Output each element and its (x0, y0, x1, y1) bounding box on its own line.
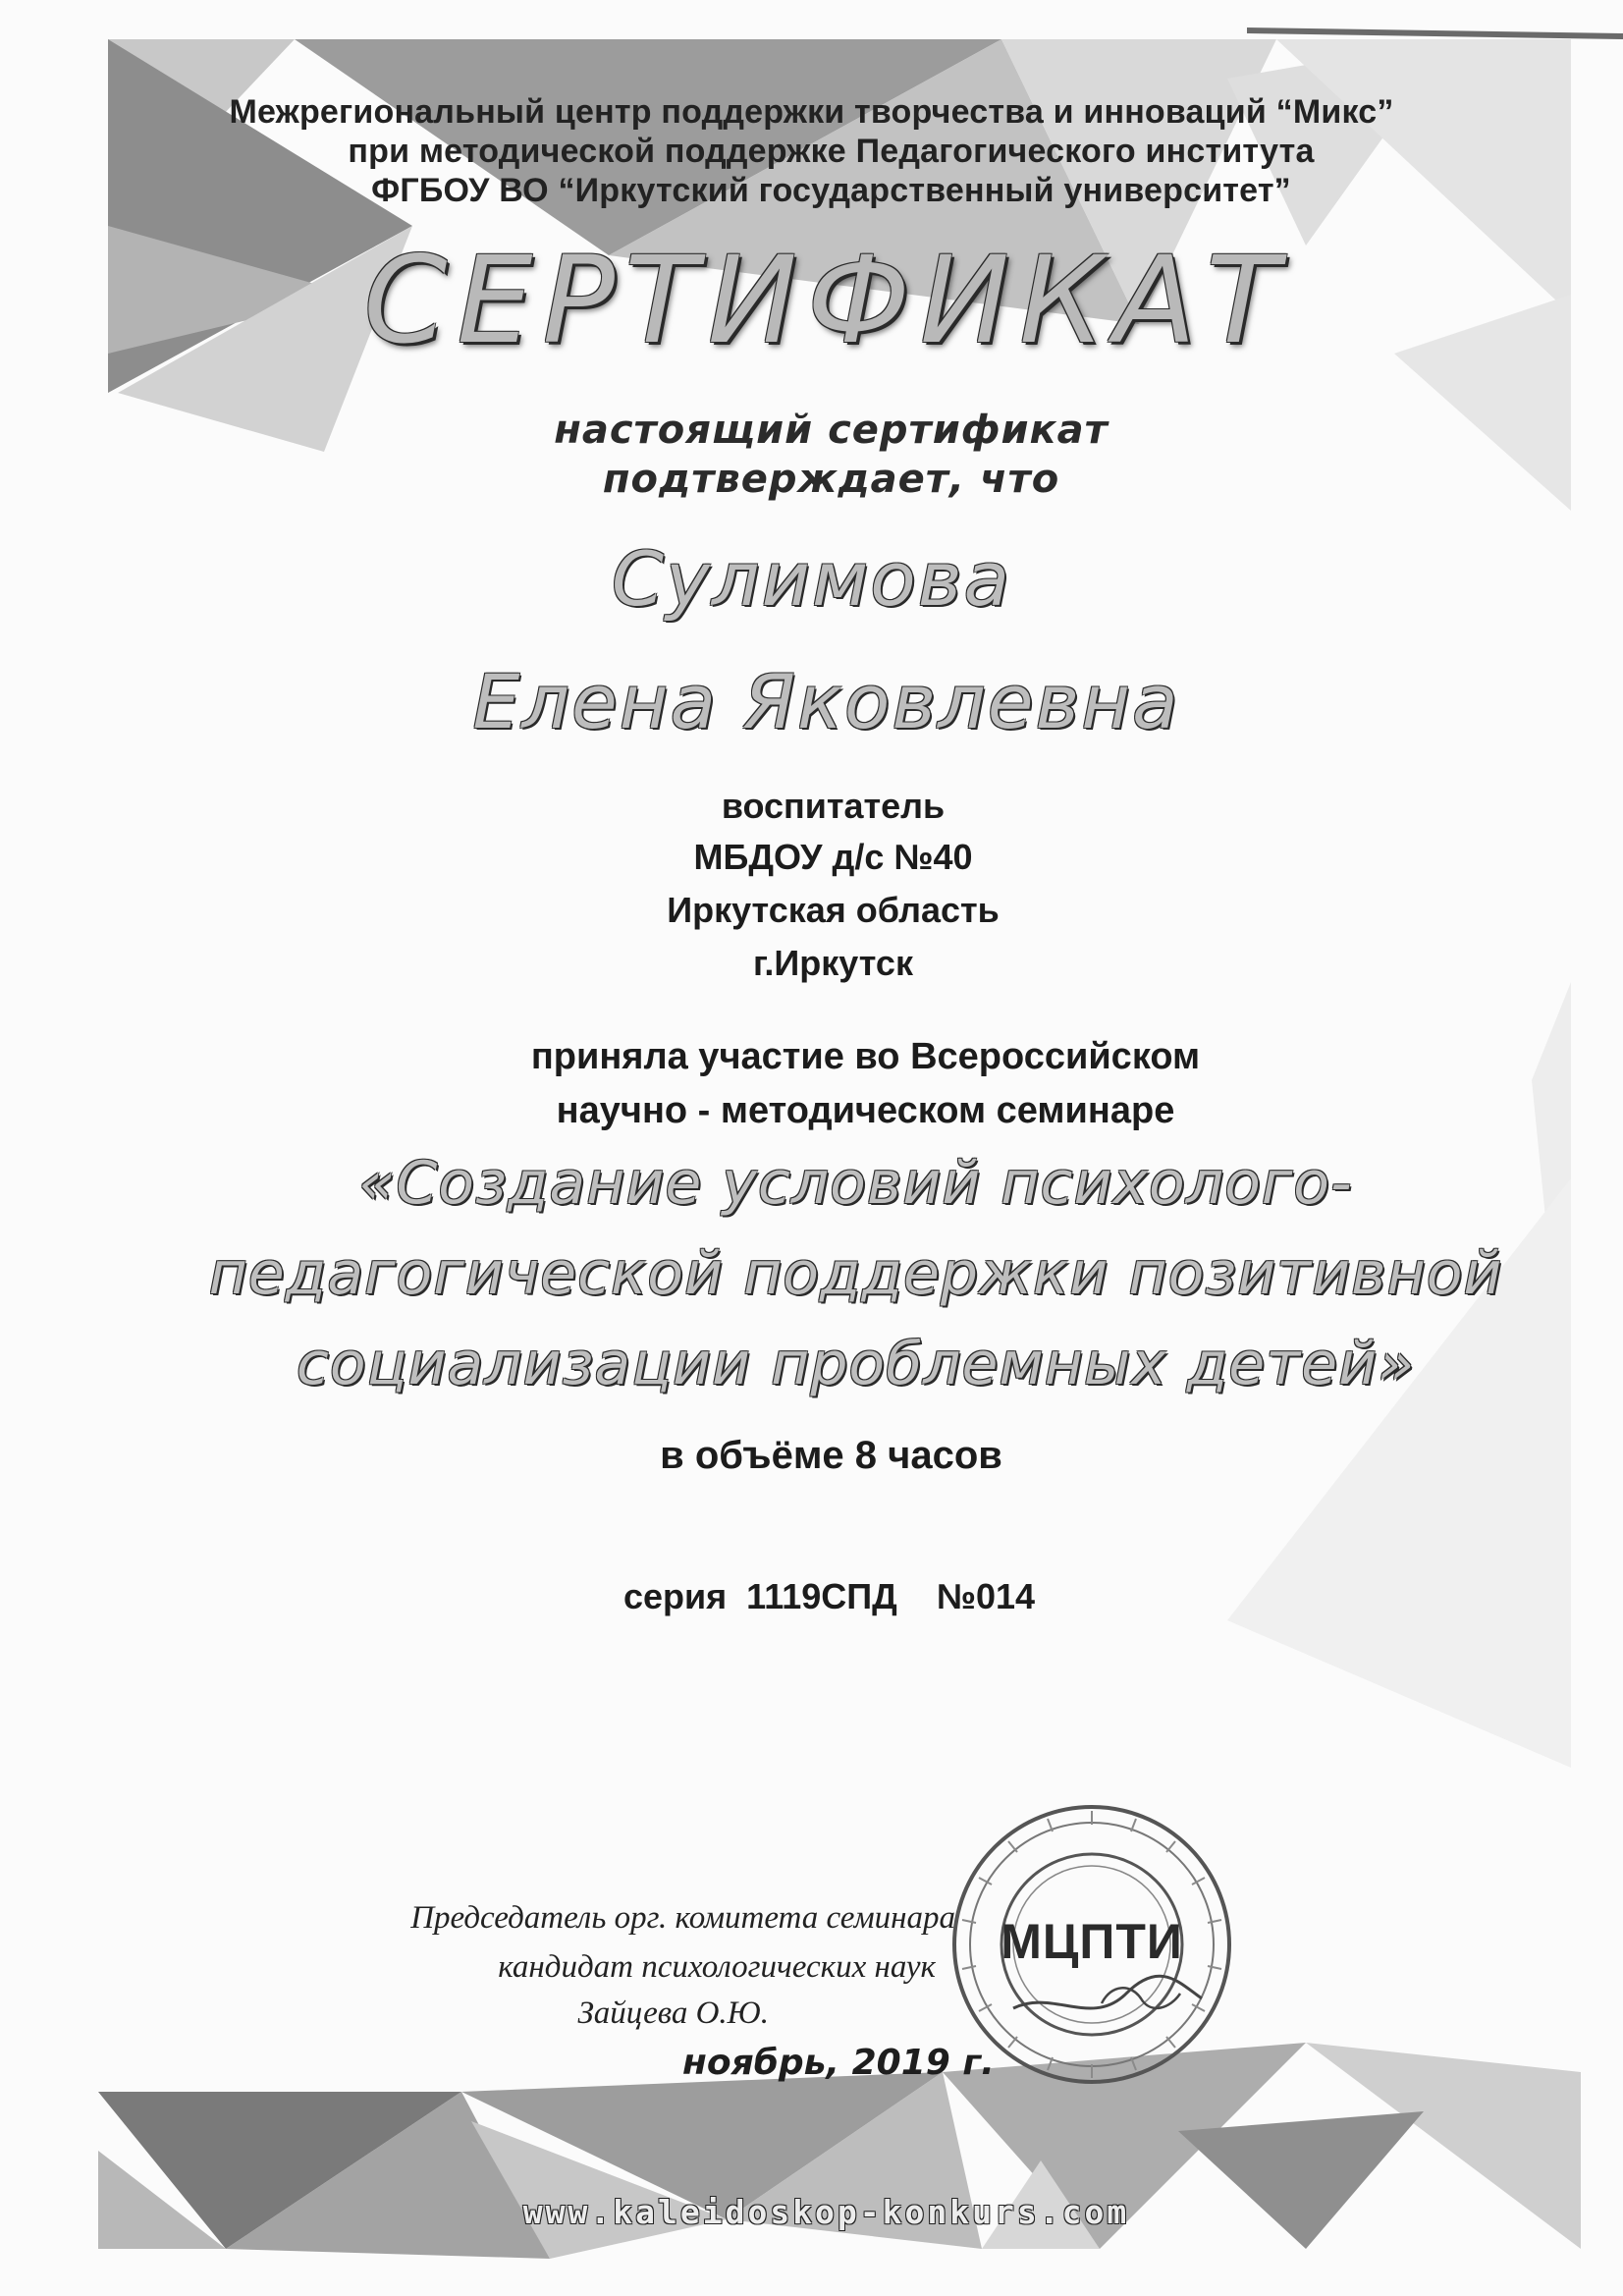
seminar-title-line-3: социализации проблемных детей» (296, 1330, 1416, 1398)
website-url: www.kaleidoskop-konkurs.com (522, 2193, 1130, 2231)
series-number (18, 1576, 1623, 1617)
participation-line-2: научно - методическом семинаре (556, 1090, 1175, 1131)
certificate-title: СЕРТИФИКАТ (363, 231, 1289, 370)
series-label: серия (622, 1576, 728, 1616)
bg-divider (1247, 27, 1623, 39)
certificate-number: №014 (936, 1576, 1036, 1616)
recipient-given-names: Елена Яковлевна (472, 658, 1180, 745)
official-stamp (945, 1797, 1239, 2092)
seminar-title-line-2: педагогической поддержки позитивной (208, 1239, 1503, 1308)
signature-line-3: Зайцева О.Ю. (577, 1995, 769, 2031)
seminar-title-line-1: «Создание условий психолого- (358, 1149, 1353, 1218)
org-line-1: Межрегиональный центр поддержки творчества и инноваций “Микс” (229, 93, 1394, 131)
org-line-3: ФГБОУ ВО “Иркутский государственный университет” (371, 172, 1291, 209)
org-line-2: при методической поддержке Педагогического института (348, 133, 1315, 170)
recipient-region: Иркутская область (667, 890, 1000, 930)
subtitle-line-2: подтверждает, что (602, 457, 1060, 502)
signature-line-2: кандидат психологических наук (498, 1949, 936, 1985)
participation-line-1: приняла участие во Всероссийском (530, 1036, 1201, 1077)
signature-line-1: Председатель орг. комитета семинара (410, 1900, 955, 1936)
recipient-institution: МБДОУ д/с №40 (693, 837, 973, 877)
issue-date: ноябрь, 2019 г. (682, 2043, 995, 2083)
series-code: 1119СПД (746, 1576, 897, 1616)
recipient-role: воспитатель (721, 786, 946, 826)
stamp-center-text: МЦПТИ (1001, 1914, 1183, 1969)
recipient-city: г.Иркутск (753, 943, 913, 983)
recipient-surname: Сулимова (611, 535, 1012, 623)
subtitle-line-1: настоящий сертификат (554, 408, 1109, 453)
volume-hours: в объёме 8 часов (660, 1434, 1002, 1477)
signature-scribble (1013, 1976, 1202, 2008)
